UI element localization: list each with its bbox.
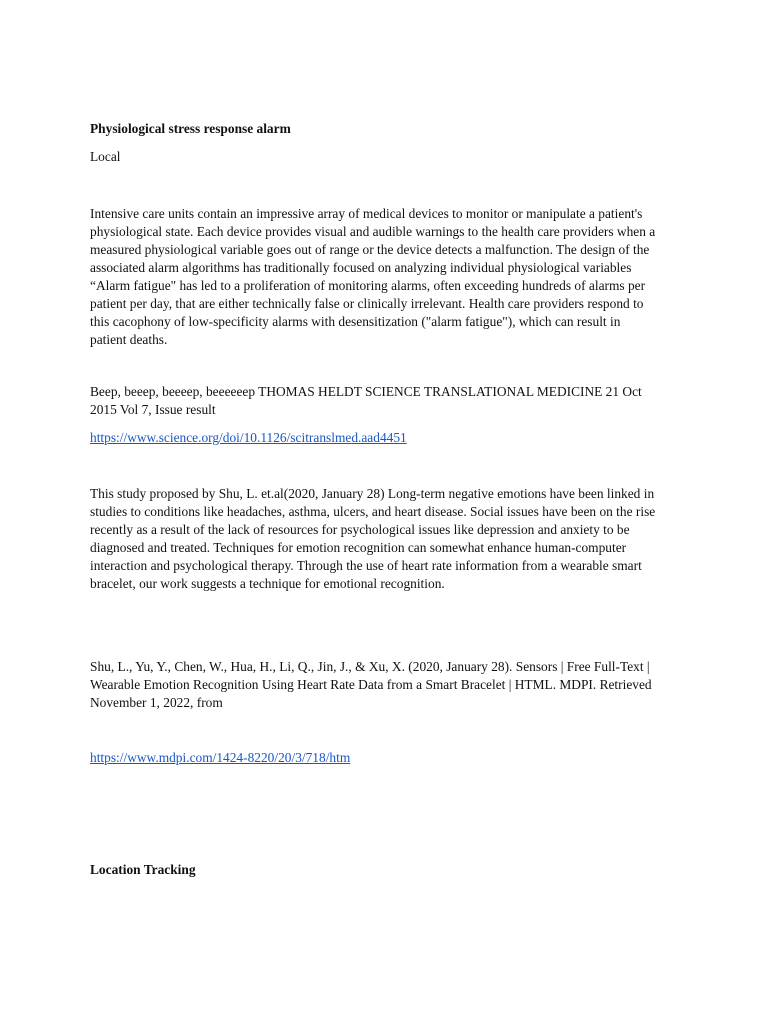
science-doi-link[interactable]: https://www.science.org/doi/10.1126/scitranslmed.aad4451 — [90, 430, 407, 445]
paragraph-line: patient deaths. — [90, 332, 168, 347]
paragraph-line: associated alarm algorithms has traditionally focused on analyzing individual physiological variables — [90, 260, 632, 275]
paragraph-line: studies to conditions like headaches, asthma, ulcers, and heart disease. Social issues have been on the rise — [90, 504, 656, 519]
section-heading-location-tracking: Location Tracking — [90, 862, 196, 877]
paragraph-line: “Alarm fatigue" has led to a proliferation of monitoring alarms, often exceeding hundreds of alarms per — [90, 278, 646, 293]
citation-heldt — [90, 383, 690, 419]
section-subheading-local: Local — [90, 149, 121, 164]
paragraph-line: this cacophony of low-specificity alarms with desensitization ("alarm fatigue"), which can result in — [90, 314, 621, 329]
link-container — [90, 429, 690, 447]
mdpi-link[interactable]: https://www.mdpi.com/1424-8220/20/3/718/htm — [90, 750, 351, 765]
section-heading-stress-alarm: Physiological stress response alarm — [90, 121, 291, 136]
citation-shu — [90, 658, 690, 712]
link-container — [90, 749, 690, 767]
paragraph-line: recently as a result of the lack of resources for psychological issues like depression and anxiety to be — [90, 522, 630, 537]
paragraph-line: This study proposed by Shu, L. et.al(2020, January 28) Long-term negative emotions have been linked in — [90, 486, 655, 501]
citation-line: Wearable Emotion Recognition Using Heart Rate Data from a Smart Bracelet | HTML. MDPI. Retrieved — [90, 677, 652, 692]
citation-line: November 1, 2022, from — [90, 695, 223, 710]
paragraph-emotion-study — [90, 485, 690, 593]
citation-line: Shu, L., Yu, Y., Chen, W., Hua, H., Li, Q., Jin, J., & Xu, X. (2020, January 28). Sensors | Free Full-Text | — [90, 659, 650, 674]
paragraph-line: diagnosed and treated. Techniques for emotion recognition can somewhat enhance human-computer — [90, 540, 627, 555]
citation-line: 2015 Vol 7, Issue result — [90, 402, 216, 417]
paragraph-icu-alarms — [90, 205, 690, 349]
paragraph-line: bracelet, our work suggests a technique for emotional recognition. — [90, 576, 445, 591]
paragraph-line: Intensive care units contain an impressive array of medical devices to monitor or manipulate a patient's — [90, 206, 643, 221]
paragraph-line: physiological state. Each device provides visual and audible warnings to the health care providers when a — [90, 224, 656, 239]
paragraph-line: patient per day, that are either technically false or clinically irrelevant. Health care providers respond to — [90, 296, 644, 311]
paragraph-line: interaction and psychological therapy. Through the use of heart rate information from a wearable smart — [90, 558, 642, 573]
citation-line: Beep, beeep, beeeep, beeeeeep THOMAS HELDT SCIENCE TRANSLATIONAL MEDICINE 21 Oct — [90, 384, 642, 399]
paragraph-line: measured physiological variable goes out of range or the device detects a malfunction. The design of the — [90, 242, 650, 257]
